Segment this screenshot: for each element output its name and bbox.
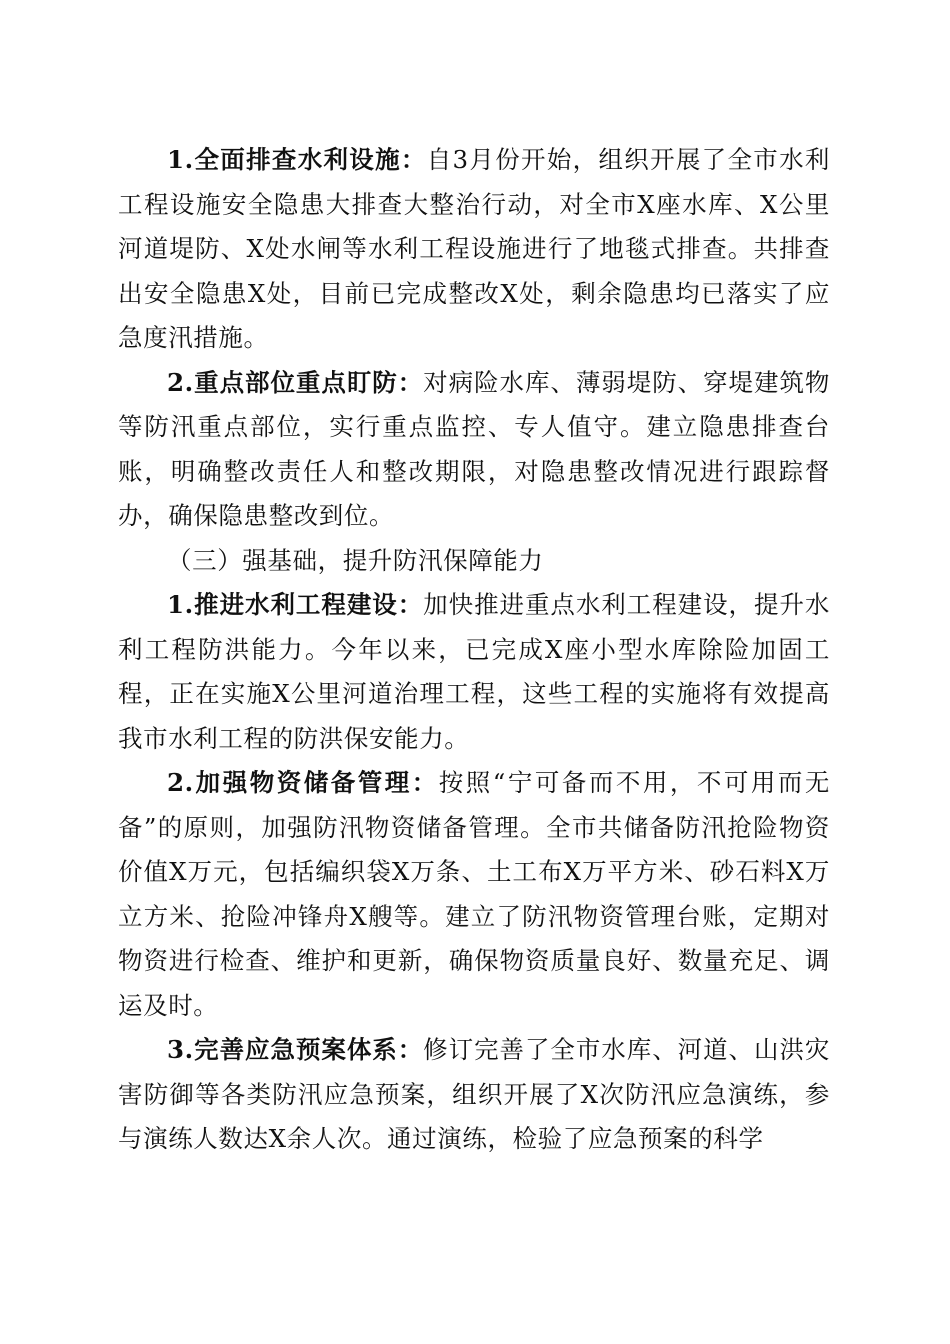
paragraph-heading: 3.完善应急预案体系： <box>167 1035 424 1064</box>
section-title: （三）强基础，提升防汛保障能力 <box>167 545 544 575</box>
paragraph-emergency-plans <box>118 1028 830 1162</box>
paragraph-heading: 1.推进水利工程建设： <box>167 590 424 619</box>
paragraph-heading: 2.加强物资储备管理： <box>167 768 439 797</box>
document-page <box>118 138 830 1162</box>
paragraph-inspect-facilities <box>118 138 830 361</box>
paragraph-body: 修订完善了全市水库、河道、山洪灾害防御等各类防汛应急预案，组织开展了X次防汛应急演练，参与演练人数达X余人次。通过演练，检验了应急预案的科学 <box>118 1035 830 1153</box>
paragraph-body: 加快推进重点水利工程建设，提升水利工程防洪能力。今年以来，已完成X座小型水库除险加固工程，正在实施X公里河道治理工程，这些工程的实施将有效提高我市水利工程的防洪保安能力。 <box>118 590 830 753</box>
paragraph-heading: 2.重点部位重点盯防： <box>167 367 424 397</box>
paragraph-heading: 1.全面排查水利设施： <box>167 145 427 174</box>
paragraph-key-monitoring <box>118 361 830 539</box>
paragraph-body: 对病险水库、薄弱堤防、穿堤建筑物等防汛重点部位，实行重点监控、专人值守。建立隐患排查台账，明确整改责任人和整改期限，对隐患整改情况进行跟踪督办，确保隐患整改到位。 <box>118 367 830 530</box>
paragraph-body: 按照“宁可备而不用，不可用而无备”的原则，加强防汛物资储备管理。全市共储备防汛抢险物资价值X万元，包括编织袋X万条、土工布X万平方米、砂石料X万立方米、抢险冲锋舟X艘等。建立了防汛物资管理台账，定期对物资进行检查、维护和更新，确保物资质量良好、数量充足、调运及时。 <box>118 768 830 1020</box>
paragraph-body: 自3月份开始，组织开展了全市水利工程设施安全隐患大排查大整治行动，对全市X座水库、X公里河道堤防、X处水闸等水利工程设施进行了地毯式排查。共排查出安全隐患X处，目前已完成整改X处，剩余隐患均已落实了应急度汛措施。 <box>118 145 830 352</box>
paragraph-material-reserves <box>118 761 830 1028</box>
paragraph-water-projects <box>118 583 830 761</box>
